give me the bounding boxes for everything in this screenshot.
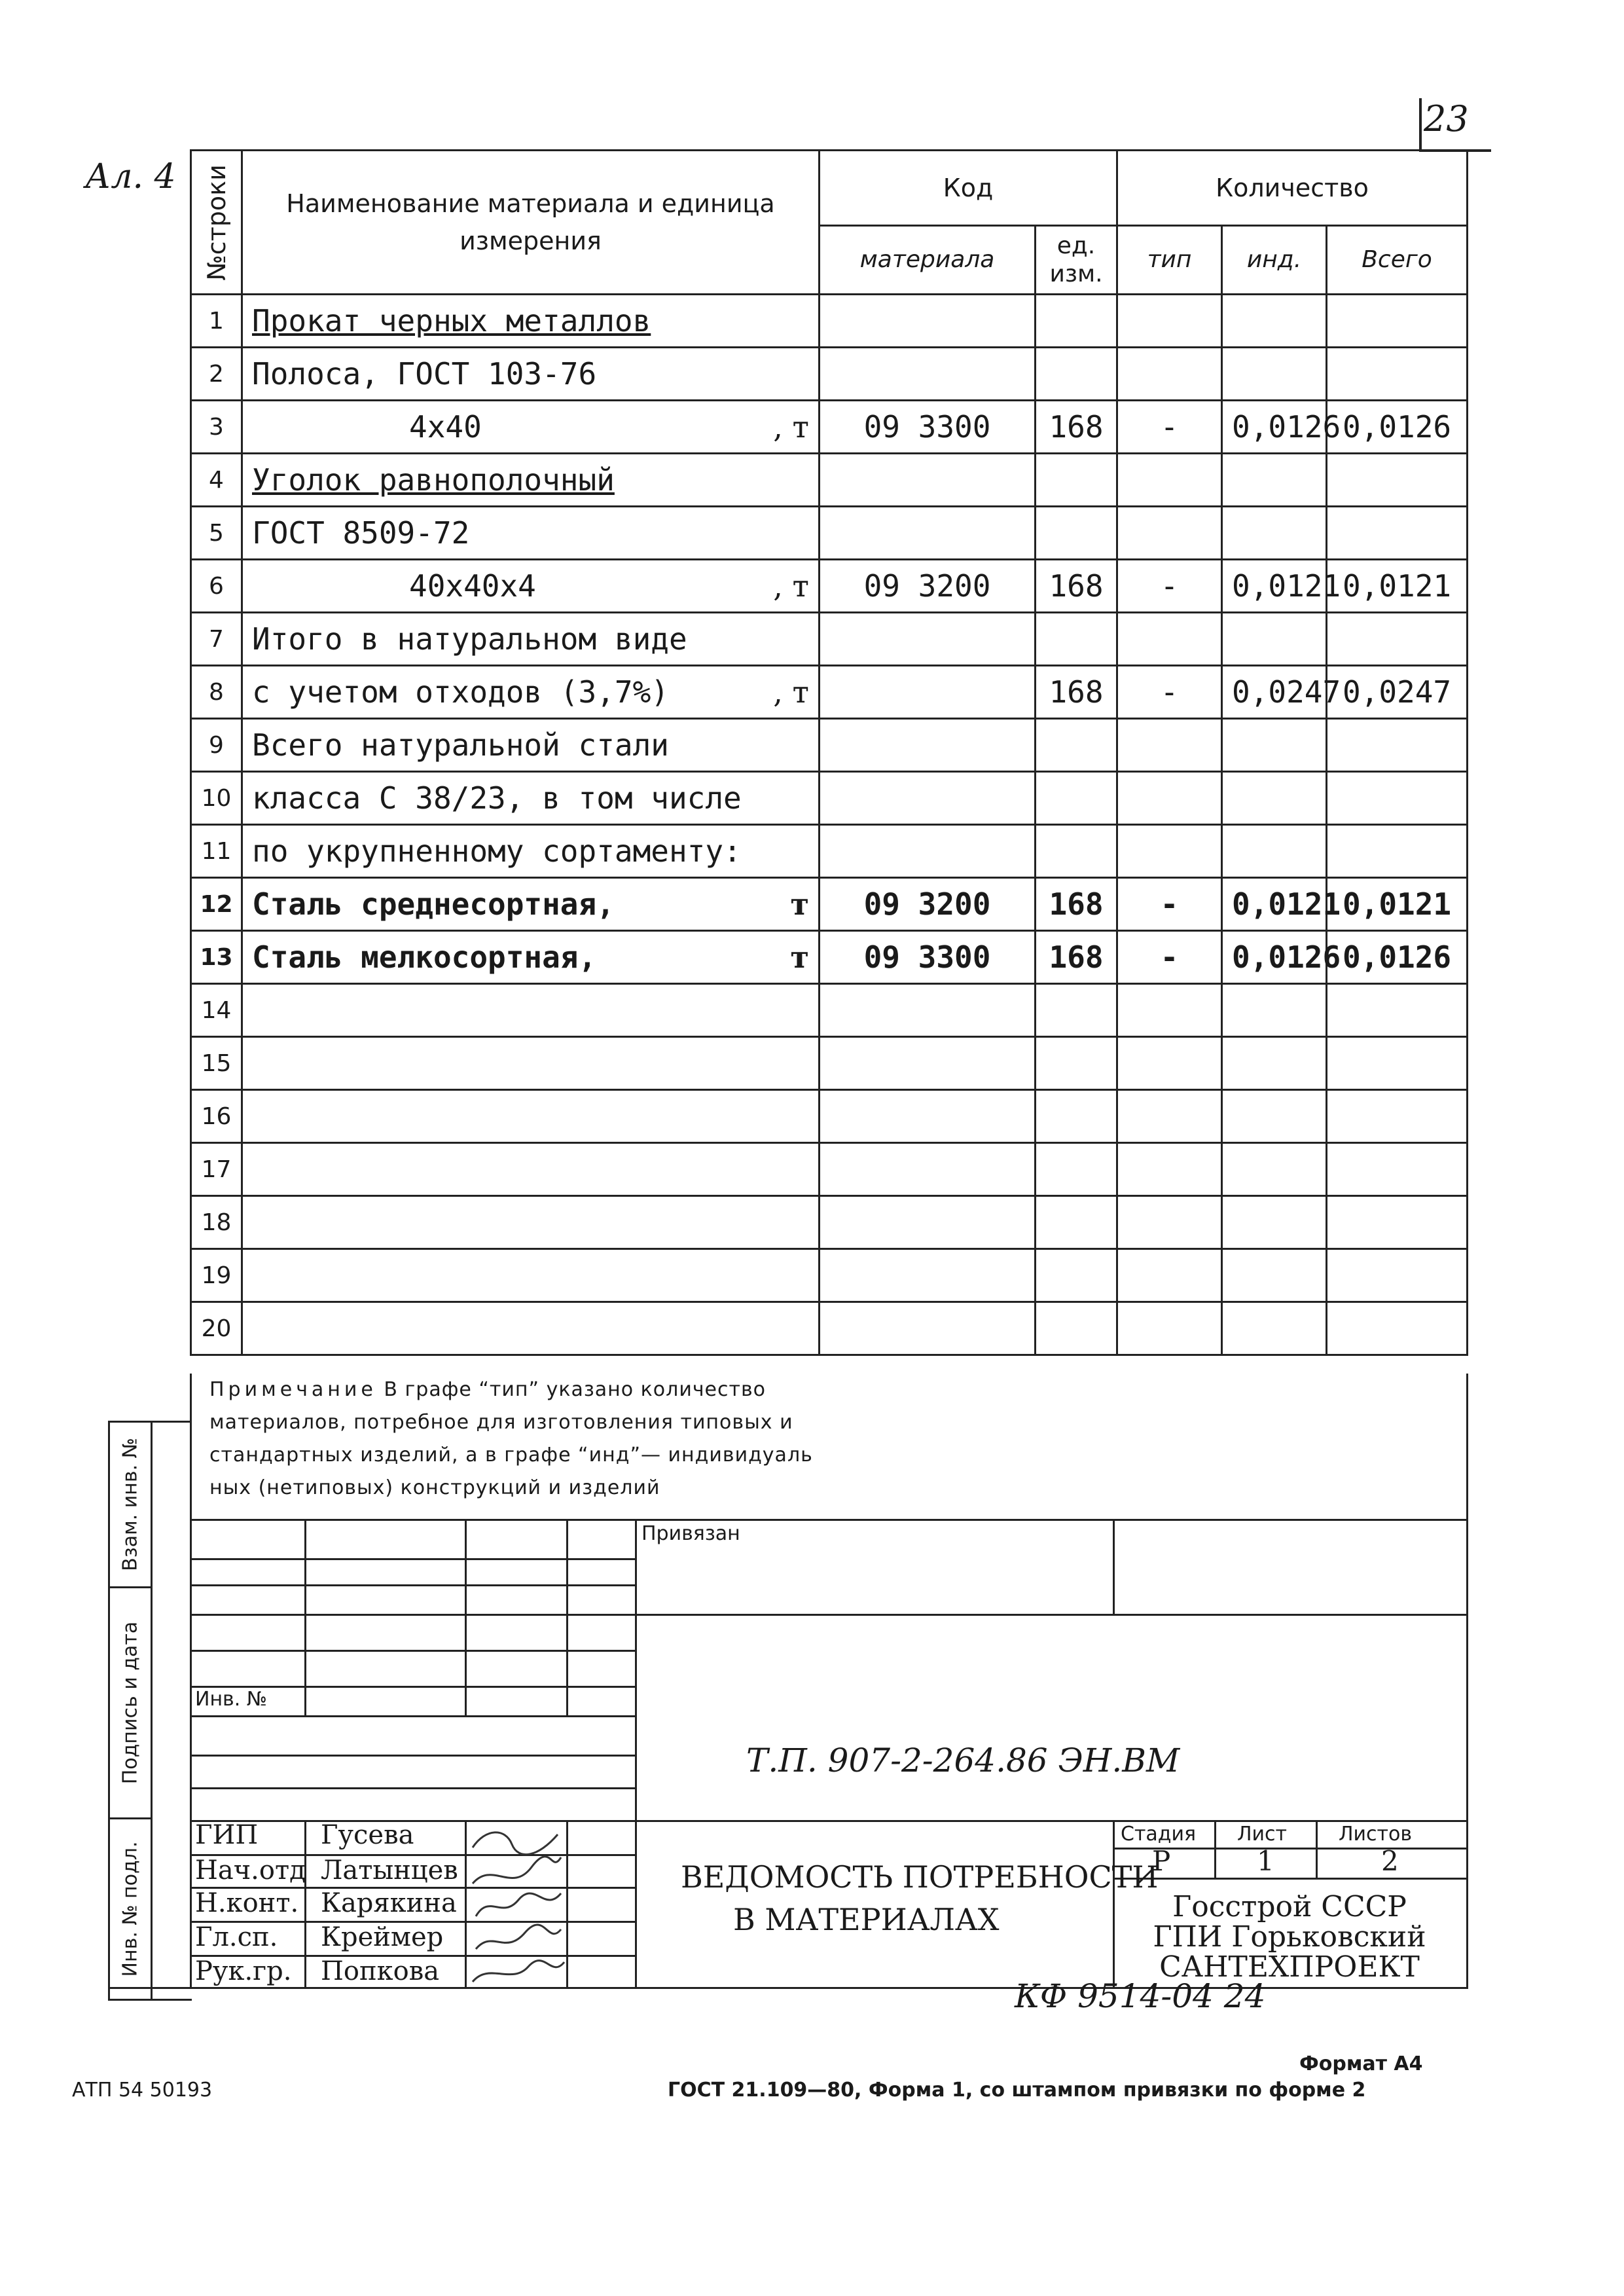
header-code: Код bbox=[820, 151, 1117, 226]
material-code-cell: 09 3200 bbox=[820, 878, 1036, 931]
material-code-cell bbox=[820, 295, 1036, 348]
material-name: Сталь среднесортная, bbox=[252, 886, 615, 922]
material-name: 40х40х4 bbox=[409, 568, 536, 604]
signatures-drawing bbox=[466, 1821, 568, 1988]
sheets-value: 2 bbox=[1381, 1845, 1399, 1877]
row-number-cell: 15 bbox=[191, 1037, 242, 1090]
material-code-cell bbox=[820, 1196, 1036, 1249]
table-row bbox=[191, 1249, 1468, 1302]
table-row bbox=[191, 878, 1468, 931]
header-qty-ind: инд. bbox=[1222, 226, 1327, 295]
name-cell bbox=[242, 931, 820, 984]
format-label: Формат А4 bbox=[1299, 2052, 1423, 2075]
material-code-cell bbox=[820, 1249, 1036, 1302]
header-qty-total: Всего bbox=[1327, 226, 1468, 295]
unit-label: т bbox=[790, 886, 809, 922]
name-cell bbox=[242, 878, 820, 931]
inv-no-label: Инв. № bbox=[195, 1688, 268, 1711]
header-code-material: материала bbox=[820, 226, 1036, 295]
ind-qty-cell bbox=[1222, 719, 1327, 772]
side-podpis: Подпись и дата bbox=[110, 1588, 153, 1819]
material-code-cell: 09 3300 bbox=[820, 931, 1036, 984]
unit-label: , т bbox=[773, 674, 809, 710]
name-cell bbox=[242, 666, 820, 719]
header-row-number: №строки bbox=[191, 151, 242, 295]
total-qty-cell: 0,0126 bbox=[1327, 931, 1468, 984]
total-qty-cell bbox=[1327, 507, 1468, 560]
note-line3: стандартных изделий, а в графе “инд”— индивидуаль bbox=[209, 1444, 813, 1467]
material-code-cell: 09 3300 bbox=[820, 401, 1036, 454]
name-cell bbox=[242, 401, 820, 454]
org-line3: САНТЕХПРОЕКТ bbox=[1159, 1950, 1420, 1984]
org-line1: Госстрой СССР bbox=[1172, 1890, 1407, 1923]
side-inv: Инв. № подл. bbox=[110, 1819, 153, 2001]
ind-qty-cell bbox=[1222, 507, 1327, 560]
signer-name-3: Креймер bbox=[321, 1922, 444, 1952]
table-row bbox=[191, 560, 1468, 613]
name-cell bbox=[242, 507, 820, 560]
type-qty-cell bbox=[1117, 1037, 1222, 1090]
type-qty-cell bbox=[1117, 1090, 1222, 1143]
doc-code: Т.П. 907-2-264.86 ЭН.ВМ bbox=[746, 1741, 1180, 1779]
unit-code-cell: 168 bbox=[1036, 666, 1117, 719]
ind-qty-cell bbox=[1222, 295, 1327, 348]
unit-code-cell bbox=[1036, 1302, 1117, 1355]
type-qty-cell: - bbox=[1117, 401, 1222, 454]
ind-qty-cell bbox=[1222, 613, 1327, 666]
type-qty-cell bbox=[1117, 1249, 1222, 1302]
material-name: Уголок равнополочный bbox=[252, 462, 615, 498]
ind-qty-cell: 0,0247 bbox=[1222, 666, 1327, 719]
unit-code-cell bbox=[1036, 454, 1117, 507]
unit-code-cell: 168 bbox=[1036, 878, 1117, 931]
signer-role-1: Нач.отд bbox=[195, 1855, 306, 1886]
table-row bbox=[191, 1143, 1468, 1196]
signer-name-2: Карякина bbox=[321, 1888, 457, 1918]
privyazan-label: Привязан bbox=[641, 1522, 740, 1545]
unit-label: , т bbox=[773, 409, 809, 445]
table-row bbox=[191, 401, 1468, 454]
signer-role-3: Гл.сп. bbox=[195, 1922, 278, 1952]
total-qty-cell bbox=[1327, 825, 1468, 878]
total-qty-cell: 0,0126 bbox=[1327, 401, 1468, 454]
unit-code-cell: 168 bbox=[1036, 560, 1117, 613]
unit-code-cell bbox=[1036, 613, 1117, 666]
material-code-cell bbox=[820, 666, 1036, 719]
name-cell bbox=[242, 348, 820, 401]
doc-title-line1: ВЕДОМОСТЬ ПОТРЕБНОСТИ bbox=[681, 1859, 1159, 1895]
material-name: Прокат черных металлов bbox=[252, 303, 651, 338]
total-qty-cell: 0,0247 bbox=[1327, 666, 1468, 719]
type-qty-cell bbox=[1117, 348, 1222, 401]
unit-code-cell bbox=[1036, 1090, 1117, 1143]
material-name: Сталь мелкосортная, bbox=[252, 939, 597, 975]
table-row bbox=[191, 613, 1468, 666]
row-number-cell: 16 bbox=[191, 1090, 242, 1143]
material-code-cell bbox=[820, 984, 1036, 1037]
name-cell bbox=[242, 1037, 820, 1090]
name-cell bbox=[242, 1090, 820, 1143]
name-cell bbox=[242, 1302, 820, 1355]
material-code-cell bbox=[820, 1143, 1036, 1196]
material-code-cell bbox=[820, 1037, 1036, 1090]
signer-name-1: Латынцев bbox=[321, 1855, 458, 1886]
row-number-cell: 20 bbox=[191, 1302, 242, 1355]
row-number-cell: 7 bbox=[191, 613, 242, 666]
header-code-unit: ед. изм. bbox=[1036, 226, 1117, 295]
ind-qty-cell bbox=[1222, 1249, 1327, 1302]
total-qty-cell bbox=[1327, 719, 1468, 772]
atp-number: АТП 54 50193 bbox=[72, 2079, 213, 2102]
material-code-cell bbox=[820, 1090, 1036, 1143]
note-line1: В графе “тип” указано количество bbox=[384, 1378, 767, 1401]
table-row bbox=[191, 1196, 1468, 1249]
total-qty-cell bbox=[1327, 1090, 1468, 1143]
type-qty-cell: - bbox=[1117, 560, 1222, 613]
type-qty-cell: - bbox=[1117, 931, 1222, 984]
material-code-cell: 09 3200 bbox=[820, 560, 1036, 613]
material-name: с учетом отходов (3,7%) bbox=[252, 674, 669, 710]
unit-code-cell bbox=[1036, 1143, 1117, 1196]
table-row bbox=[191, 507, 1468, 560]
material-name: Всего натуральной стали bbox=[252, 727, 669, 763]
ind-qty-cell bbox=[1222, 1302, 1327, 1355]
type-qty-cell bbox=[1117, 1302, 1222, 1355]
material-code-cell bbox=[820, 825, 1036, 878]
unit-code-cell bbox=[1036, 1249, 1117, 1302]
total-qty-cell bbox=[1327, 984, 1468, 1037]
material-name: ГОСТ 8509-72 bbox=[252, 515, 470, 551]
total-qty-cell: 0,0121 bbox=[1327, 560, 1468, 613]
row-number-cell: 19 bbox=[191, 1249, 242, 1302]
row-number-cell: 4 bbox=[191, 454, 242, 507]
material-name: 4х40 bbox=[409, 409, 482, 445]
name-cell bbox=[242, 825, 820, 878]
side-vzam: Взам. инв. № bbox=[110, 1423, 153, 1588]
type-qty-cell: - bbox=[1117, 666, 1222, 719]
type-qty-cell bbox=[1117, 507, 1222, 560]
row-number-cell: 3 bbox=[191, 401, 242, 454]
note-line2: материалов, потребное для изготовления типовых и bbox=[209, 1411, 793, 1434]
signer-name-4: Попкова bbox=[321, 1956, 440, 1986]
table-row bbox=[191, 295, 1468, 348]
total-qty-cell bbox=[1327, 454, 1468, 507]
type-qty-cell bbox=[1117, 613, 1222, 666]
name-cell bbox=[242, 984, 820, 1037]
table-row bbox=[191, 772, 1468, 825]
total-qty-cell bbox=[1327, 613, 1468, 666]
type-qty-cell bbox=[1117, 1143, 1222, 1196]
ind-qty-cell: 0,0126 bbox=[1222, 931, 1327, 984]
doc-title-line2: В МАТЕРИАЛАХ bbox=[733, 1902, 1000, 1937]
table-row bbox=[191, 454, 1468, 507]
unit-code-cell bbox=[1036, 719, 1117, 772]
type-qty-cell bbox=[1117, 984, 1222, 1037]
type-qty-cell bbox=[1117, 772, 1222, 825]
total-qty-cell bbox=[1327, 1143, 1468, 1196]
type-qty-cell bbox=[1117, 295, 1222, 348]
sheet-label: Лист bbox=[1237, 1823, 1288, 1846]
total-qty-cell bbox=[1327, 772, 1468, 825]
unit-label: , т bbox=[773, 568, 809, 604]
unit-code-cell bbox=[1036, 1037, 1117, 1090]
table-row bbox=[191, 1090, 1468, 1143]
row-number-cell: 1 bbox=[191, 295, 242, 348]
type-qty-cell bbox=[1117, 454, 1222, 507]
name-cell bbox=[242, 454, 820, 507]
header-name: Наименование материала и единица измерения bbox=[242, 151, 820, 295]
row-number-cell: 13 bbox=[191, 931, 242, 984]
unit-code-cell bbox=[1036, 295, 1117, 348]
type-qty-cell bbox=[1117, 719, 1222, 772]
total-qty-cell bbox=[1327, 1249, 1468, 1302]
table-row bbox=[191, 719, 1468, 772]
materials-table bbox=[190, 149, 1468, 1356]
header-qty-type: тип bbox=[1117, 226, 1222, 295]
unit-code-cell bbox=[1036, 348, 1117, 401]
ind-qty-cell: 0,0121 bbox=[1222, 560, 1327, 613]
material-name: Итого в натуральном виде bbox=[252, 621, 687, 657]
total-qty-cell bbox=[1327, 1302, 1468, 1355]
table-row bbox=[191, 666, 1468, 719]
name-cell bbox=[242, 719, 820, 772]
total-qty-cell bbox=[1327, 1037, 1468, 1090]
material-code-cell bbox=[820, 772, 1036, 825]
stage-label: Стадия bbox=[1121, 1823, 1197, 1846]
row-number-cell: 8 bbox=[191, 666, 242, 719]
row-number-cell: 18 bbox=[191, 1196, 242, 1249]
signer-role-2: Н.конт. bbox=[195, 1888, 299, 1918]
unit-label: т bbox=[790, 939, 809, 975]
sheet-value: 1 bbox=[1257, 1845, 1274, 1877]
row-number-cell: 10 bbox=[191, 772, 242, 825]
header-quantity: Количество bbox=[1117, 151, 1468, 226]
table-body bbox=[191, 295, 1468, 1355]
ind-qty-cell: 0,0121 bbox=[1222, 878, 1327, 931]
ind-qty-cell bbox=[1222, 825, 1327, 878]
archive-note: КФ 9514-04 24 bbox=[1015, 1977, 1266, 2015]
material-code-cell bbox=[820, 507, 1036, 560]
stage-value: Р bbox=[1152, 1845, 1171, 1877]
unit-code-cell bbox=[1036, 772, 1117, 825]
signer-role-4: Рук.гр. bbox=[195, 1956, 292, 1986]
table-row bbox=[191, 1302, 1468, 1355]
unit-code-cell bbox=[1036, 507, 1117, 560]
total-qty-cell bbox=[1327, 295, 1468, 348]
material-code-cell bbox=[820, 719, 1036, 772]
table-row bbox=[191, 984, 1468, 1037]
name-cell bbox=[242, 613, 820, 666]
unit-code-cell bbox=[1036, 984, 1117, 1037]
material-name: Полоса, ГОСТ 103-76 bbox=[252, 356, 597, 392]
material-name: по укрупненному сортаменту: bbox=[252, 833, 742, 869]
type-qty-cell bbox=[1117, 825, 1222, 878]
ind-qty-cell bbox=[1222, 1196, 1327, 1249]
row-number-cell: 2 bbox=[191, 348, 242, 401]
total-qty-cell bbox=[1327, 1196, 1468, 1249]
name-cell bbox=[242, 1196, 820, 1249]
name-cell bbox=[242, 560, 820, 613]
unit-code-cell: 168 bbox=[1036, 401, 1117, 454]
table-row bbox=[191, 1037, 1468, 1090]
signer-name-0: Гусева bbox=[321, 1820, 414, 1850]
name-cell bbox=[242, 295, 820, 348]
gost-footer: ГОСТ 21.109—80, Форма 1, со штампом привязки по форме 2 bbox=[668, 2079, 1366, 2102]
row-number-cell: 9 bbox=[191, 719, 242, 772]
note bbox=[209, 1374, 1257, 1504]
handwritten-note: Ал. 4 bbox=[85, 157, 176, 196]
side-label-strip bbox=[108, 1421, 192, 2001]
row-number-cell: 6 bbox=[191, 560, 242, 613]
ind-qty-cell bbox=[1222, 1090, 1327, 1143]
type-qty-cell: - bbox=[1117, 878, 1222, 931]
sheet-number-divider bbox=[1419, 98, 1422, 151]
material-code-cell bbox=[820, 454, 1036, 507]
material-name: класса С 38/23, в том числе bbox=[252, 780, 742, 816]
signer-role-0: ГИП bbox=[195, 1820, 259, 1850]
total-qty-cell bbox=[1327, 348, 1468, 401]
ind-qty-cell: 0,0126 bbox=[1222, 401, 1327, 454]
ind-qty-cell bbox=[1222, 348, 1327, 401]
note-lead: Примечание bbox=[209, 1378, 377, 1401]
unit-code-cell: 168 bbox=[1036, 931, 1117, 984]
row-number-cell: 14 bbox=[191, 984, 242, 1037]
row-number-cell: 5 bbox=[191, 507, 242, 560]
table-row bbox=[191, 825, 1468, 878]
unit-code-cell bbox=[1036, 825, 1117, 878]
material-code-cell bbox=[820, 348, 1036, 401]
name-cell bbox=[242, 1249, 820, 1302]
ind-qty-cell bbox=[1222, 984, 1327, 1037]
row-number-cell: 17 bbox=[191, 1143, 242, 1196]
sheet-number: 23 bbox=[1424, 98, 1469, 139]
material-code-cell bbox=[820, 1302, 1036, 1355]
ind-qty-cell bbox=[1222, 454, 1327, 507]
note-line4: ных (нетиповых) конструкций и изделий bbox=[209, 1476, 660, 1499]
type-qty-cell bbox=[1117, 1196, 1222, 1249]
ind-qty-cell bbox=[1222, 1037, 1327, 1090]
name-cell bbox=[242, 772, 820, 825]
material-code-cell bbox=[820, 613, 1036, 666]
org-line2: ГПИ Горьковский bbox=[1153, 1920, 1426, 1954]
row-number-cell: 11 bbox=[191, 825, 242, 878]
table-row bbox=[191, 931, 1468, 984]
name-cell bbox=[242, 1143, 820, 1196]
unit-code-cell bbox=[1036, 1196, 1117, 1249]
total-qty-cell: 0,0121 bbox=[1327, 878, 1468, 931]
table-row bbox=[191, 348, 1468, 401]
row-number-cell: 12 bbox=[191, 878, 242, 931]
sheets-label: Листов bbox=[1339, 1823, 1413, 1846]
ind-qty-cell bbox=[1222, 1143, 1327, 1196]
ind-qty-cell bbox=[1222, 772, 1327, 825]
